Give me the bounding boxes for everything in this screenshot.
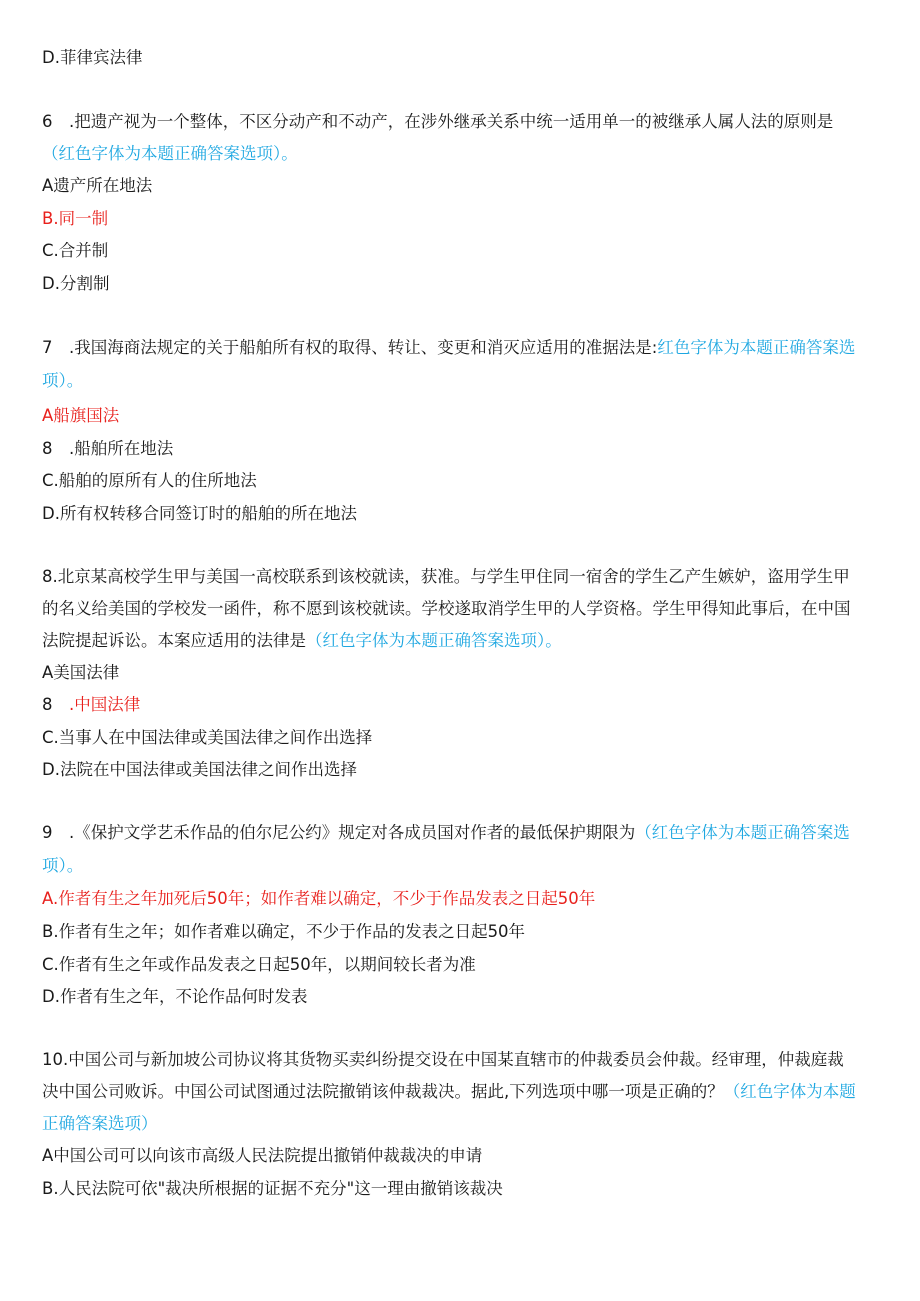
q8-stem-line3	[42, 630, 562, 652]
q6-option-d: D.分割制	[42, 274, 110, 293]
prev-option-d: D.菲律宾法律	[42, 48, 143, 67]
q8-stem-line2: 的名义给美国的学校发一函件，称不愿到该校就读。学校遂取消学生甲的人学资格。学生甲得知此事后，在中国	[42, 599, 851, 618]
q8-option-d: D.法院在中国法律或美国法律之间作出选择	[42, 760, 357, 779]
q8-option-c: C.当事人在中国法律或美国法律之间作出选择	[42, 728, 373, 747]
q8-hint: （红色字体为本题正确答案选项）。	[306, 631, 562, 650]
q7-option-c: C.船舶的原所有人的住所地法	[42, 471, 257, 490]
q9-stem-text: 9 .《保护文学艺禾作品的伯尔尼公约》规定对各成员国对作者的最低保护期限为	[42, 823, 636, 842]
q7-hint-part1: 红色字体为本题正确答案选	[657, 338, 856, 357]
q6-hint: （红色字体为本题正确答案选项）。	[42, 144, 298, 163]
q9-hint-part2: 项）。	[42, 856, 84, 875]
q8-option-b-number: 8	[42, 695, 69, 714]
q8-option-b-answer	[42, 694, 140, 716]
q9-option-a-answer: A.作者有生之年加死后50年；如作者难以确定，不少于作品发表之日起50年	[42, 889, 596, 908]
q7-option-b: 8 .船舶所在地法	[42, 439, 174, 458]
q7-hint-part2: 项）。	[42, 371, 84, 390]
q10-option-b: B.人民法院可依"裁决所根据的证据不充分"这一理由撤销该裁决	[42, 1179, 503, 1198]
q9-hint-part1: （红色字体为本题正确答案选	[635, 823, 850, 842]
q8-option-b-text: .中国法律	[69, 695, 141, 714]
q9-stem	[42, 822, 850, 844]
q6-option-a: A遗产所在地法	[42, 176, 153, 195]
q9-option-b: B.作者有生之年；如作者难以确定，不少于作品的发表之日起50年	[42, 922, 526, 941]
q9-option-d: D.作者有生之年，不论作品何时发表	[42, 987, 308, 1006]
q6-option-c: C.合并制	[42, 241, 109, 260]
q6-stem: 6 .把遗产视为一个整体，不区分动产和不动产，在涉外继承关系中统一适用单一的被继承人属人法的原则是	[42, 112, 834, 131]
q10-hint-part1: （红色字体为本题	[723, 1082, 856, 1101]
q10-hint-part2: 正确答案选项）	[42, 1114, 158, 1133]
q8-stem-text: 法院提起诉讼。本案应适用的法律是	[42, 631, 306, 650]
q10-stem-line1: 10.中国公司与新加坡公司协议将其货物买卖纠纷提交设在中国某直辖市的仲裁委员会仲裁。经审理，仲裁庭裁	[42, 1050, 844, 1069]
q7-stem-text: 7 .我国海商法规定的关于船舶所有权的取得、转让、变更和消灭应适用的准据法是:	[42, 338, 658, 357]
q10-option-a: A中国公司可以向该市高级人民法院提出撤销仲裁裁决的申请	[42, 1146, 483, 1165]
q9-option-c: C.作者有生之年或作品发表之日起50年，以期间较长者为准	[42, 955, 476, 974]
q7-stem	[42, 337, 855, 359]
q7-option-a-answer: A船旗国法	[42, 406, 120, 425]
q8-stem-line1: 8.北京某高校学生甲与美国一高校联系到该校就读，获准。与学生甲住同一宿舍的学生乙产生嫉妒，盗用学生甲	[42, 567, 850, 586]
q7-option-d: D.所有权转移合同签订时的船舶的所在地法	[42, 504, 357, 523]
q8-option-a: A美国法律	[42, 663, 120, 682]
q6-option-b-answer: B.同一制	[42, 209, 109, 228]
q10-stem-line2	[42, 1081, 856, 1103]
q10-stem-text: 决中国公司败诉。中国公司试图通过法院撤销该仲裁裁决。据此,下列选项中哪一项是正确的？	[42, 1082, 724, 1101]
